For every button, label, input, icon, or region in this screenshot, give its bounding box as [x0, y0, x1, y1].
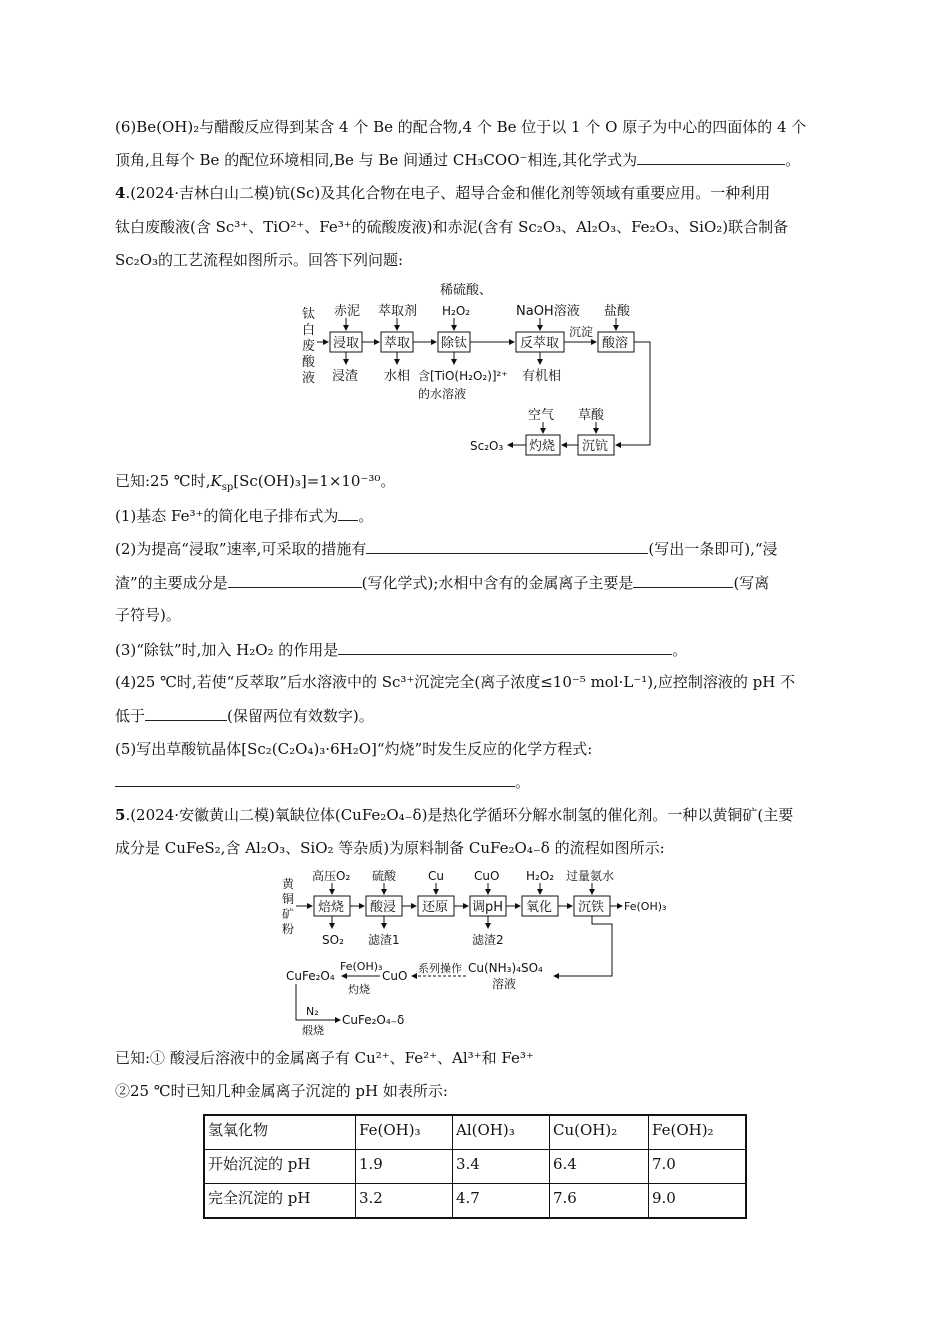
flow-input: 萃取剂	[378, 304, 418, 319]
flow-source-char: 钛	[302, 307, 316, 322]
table-header-cell: Fe(OH)₃	[356, 1115, 453, 1150]
q4-part-4b	[115, 704, 374, 727]
q4-part-5-answer	[115, 770, 530, 793]
flow-calcine: 煅烧	[302, 1024, 324, 1037]
table-cell: 3.4	[453, 1150, 550, 1184]
flow-output: 滤渣1	[368, 933, 400, 947]
table-row	[204, 1184, 746, 1219]
q4-line-2: 钛白废酸液(含 Sc³⁺、TiO²⁺、Fe³⁺的硫酸废液)和赤泥(含有 Sc₂O₃、Al₂O₃、Fe₂O₃、SiO₂)联合制备	[115, 218, 789, 236]
q4-part-1-text: (1)基态 Fe³⁺的简化电子排布式为	[115, 507, 339, 525]
flow-source-char: 酸	[302, 355, 316, 370]
flow-solution: 溶液	[492, 977, 517, 991]
table-header-cell: 氢氧化物	[204, 1115, 356, 1150]
flow-output: SO₂	[322, 933, 344, 947]
table-cell: 7.0	[649, 1150, 747, 1184]
flow-box-label: 沉铁	[578, 900, 605, 915]
flow-box-label: 浸取	[333, 336, 360, 351]
q4-part-4b-text: 低于	[115, 707, 146, 725]
flow-fe-product: Fe(OH)₃	[624, 900, 667, 913]
table-header-row	[204, 1115, 746, 1150]
q4-part-3-text: (3)“除钛”时,加入 H₂O₂ 的作用是	[115, 641, 339, 659]
table-cell: 6.4	[550, 1150, 649, 1184]
flow-source-char: 粉	[282, 922, 295, 936]
cufe2o4-flowchart	[278, 860, 678, 1042]
table-cell: 3.2	[356, 1184, 453, 1219]
flow-input: NaOH溶液	[516, 304, 580, 319]
flow-solution: Cu(NH₃)₄SO₄	[468, 961, 543, 975]
q4-known	[115, 470, 395, 499]
q4-part-2b-text: 渣”的主要成分是	[115, 574, 228, 592]
q4-part-4b-end: (保留两位有效数字)。	[227, 707, 374, 725]
q6-line-2-end: 。	[785, 151, 801, 169]
flow-product: Sc₂O₃	[470, 439, 504, 453]
answer-blank[interactable]	[115, 770, 515, 787]
ksp-symbol: K	[210, 472, 222, 490]
flow-input: 盐酸	[604, 304, 631, 319]
flow-box-label: 除钛	[441, 336, 468, 351]
flow-input: 草酸	[578, 408, 605, 423]
flow-source-char: 铜	[282, 892, 295, 906]
q4-part-2a-text: (2)为提高“浸取”速率,可采取的措施有	[115, 540, 367, 558]
q4-number: 4	[115, 184, 126, 202]
flow-output: 滤渣2	[472, 933, 504, 947]
flow-box-label: 萃取	[384, 336, 411, 351]
flow-box-label: 灼烧	[529, 439, 556, 454]
flow-box-label: 反萃取	[520, 336, 560, 351]
flow-output: 水相	[384, 369, 411, 384]
q6-line-2-text: 顶角,且每个 Be 的配位环境相同,Be 与 Be 间通过 CH₃COO⁻相连,其化学式为	[115, 151, 638, 169]
flow-input: 硫酸	[372, 869, 397, 883]
q4-part-2b	[115, 571, 769, 594]
q4-line-1	[115, 182, 770, 204]
q4-known-rest: [Sc(OH)₃]=1×10⁻³⁰。	[233, 472, 396, 490]
q4-line-3: Sc₂O₃的工艺流程如图所示。回答下列问题:	[115, 251, 404, 269]
table-cell: 开始沉淀的 pH	[204, 1150, 356, 1184]
q5-line-1-text: .(2024·安徽黄山二模)氧缺位体(CuFe₂O₄₋δ)是热化学循环分解水制氢的催化剂。一种以黄铜矿(主要	[125, 806, 794, 824]
flow-input: 高压O₂	[312, 869, 351, 883]
q4-part-2b-end: (写离	[733, 574, 770, 592]
q4-part-2a-end: (写出一条即可),“浸	[648, 540, 778, 558]
table-row	[204, 1150, 746, 1184]
table-header-cell: Cu(OH)₂	[550, 1115, 649, 1150]
q4-line-1-text: .(2024·吉林白山二模)钪(Sc)及其化合物在电子、超导合金和催化剂等领域有重要应用。一种利用	[125, 184, 771, 202]
flow-input: 稀硫酸、	[440, 283, 493, 298]
flow-arrow-label: 沉淀	[569, 325, 594, 339]
q4-part-3-end: 。	[672, 641, 688, 659]
flow-feoh3: Fe(OH)₃	[340, 960, 383, 973]
flow-input: 过量氨水	[566, 869, 615, 883]
q5-known-2: ②25 ℃时已知几种金属离子沉淀的 pH 如表所示:	[115, 1082, 448, 1100]
flow-input: 赤泥	[334, 304, 361, 319]
flow-input: 空气	[528, 408, 555, 423]
flow-input: CuO	[474, 869, 500, 883]
flow-output: 含[TiO(H₂O₂)]²⁺	[418, 369, 508, 383]
answer-blank[interactable]	[228, 571, 362, 588]
flow-box-label: 调pH	[472, 900, 504, 915]
q4-part-1	[115, 504, 373, 527]
flow-output: 浸渣	[332, 369, 359, 384]
answer-blank[interactable]	[633, 571, 733, 588]
q4-part-1-end: 。	[358, 507, 374, 525]
q4-known-text: 已知:25 ℃时,	[115, 472, 211, 490]
flow-output: 有机相	[522, 369, 562, 384]
q4-part-2b-mid: (写化学式);水相中含有的金属离子主要是	[361, 574, 634, 592]
q4-part-2a	[115, 537, 778, 560]
table-cell: 完全沉淀的 pH	[204, 1184, 356, 1219]
q4-part-4a: (4)25 ℃时,若使“反萃取”后水溶液中的 Sc³⁺沉淀完全(离子浓度≤10⁻⁵ mol·L⁻¹),应控制溶液的 pH 不	[115, 673, 796, 691]
table-header-cell: Fe(OH)₂	[649, 1115, 747, 1150]
flow-final: CuFe₂O₄₋δ	[342, 1013, 405, 1027]
flow-box-label: 酸浸	[370, 900, 397, 915]
q6-line-1: (6)Be(OH)₂与醋酸反应得到某含 4 个 Be 的配合物,4 个 Be 位于以 1 个 O 原子为中心的四面体的 4 个	[115, 118, 807, 136]
flow-input: H₂O₂	[442, 304, 471, 318]
table-cell: 9.0	[649, 1184, 747, 1219]
flow-source-char: 废	[302, 339, 316, 354]
q4-part-3	[115, 638, 687, 661]
q4-part-5: (5)写出草酸钪晶体[Sc₂(C₂O₄)₃·6H₂O]“灼烧”时发生反应的化学方程式:	[115, 740, 593, 758]
flow-output: 的水溶液	[418, 387, 467, 401]
flow-cuo: CuO	[382, 969, 408, 983]
flow-source-char: 液	[302, 371, 316, 386]
answer-blank[interactable]	[338, 638, 672, 655]
q5-known-1: 已知:① 酸浸后溶液中的金属离子有 Cu²⁺、Fe²⁺、Al³⁺和 Fe³⁺	[115, 1049, 534, 1067]
flow-source-char: 黄	[282, 877, 295, 891]
flow-box-label: 酸溶	[602, 336, 629, 351]
flow-box-label: 氧化	[526, 900, 553, 915]
flow-cufe2o4: CuFe₂O₄	[286, 969, 335, 983]
q6-line-2	[115, 148, 800, 171]
precipitation-ph-table	[203, 1114, 747, 1219]
flow-input: Cu	[428, 869, 444, 883]
flow-input: H₂O₂	[526, 869, 555, 883]
q4-part-5-end: 。	[515, 773, 531, 791]
flow-box-label: 焙烧	[318, 900, 345, 915]
answer-blank[interactable]	[366, 537, 648, 554]
flow-box-label: 沉钪	[582, 439, 609, 454]
answer-blank[interactable]	[637, 148, 785, 165]
scandium-flowchart	[290, 280, 670, 460]
flow-burn: 灼烧	[348, 983, 370, 996]
table-cell: 1.9	[356, 1150, 453, 1184]
ksp-subscript: sp	[221, 482, 234, 493]
q5-number: 5	[115, 806, 126, 824]
flow-box-label: 还原	[422, 900, 449, 915]
flow-series: 系列操作	[418, 962, 462, 975]
flow-source-char: 矿	[282, 907, 295, 921]
table-header-cell: Al(OH)₃	[453, 1115, 550, 1150]
answer-blank[interactable]	[145, 704, 227, 721]
flow-n2: N₂	[306, 1005, 319, 1018]
q4-part-2c: 子符号)。	[115, 606, 181, 624]
table-cell: 4.7	[453, 1184, 550, 1219]
q5-line-1	[115, 804, 793, 826]
flow-source-char: 白	[302, 323, 316, 338]
q5-line-2: 成分是 CuFeS₂,含 Al₂O₃、SiO₂ 等杂质)为原料制备 CuFe₂O₄₋δ 的流程如图所示:	[115, 839, 665, 857]
answer-blank[interactable]	[338, 504, 358, 521]
table-cell: 7.6	[550, 1184, 649, 1219]
